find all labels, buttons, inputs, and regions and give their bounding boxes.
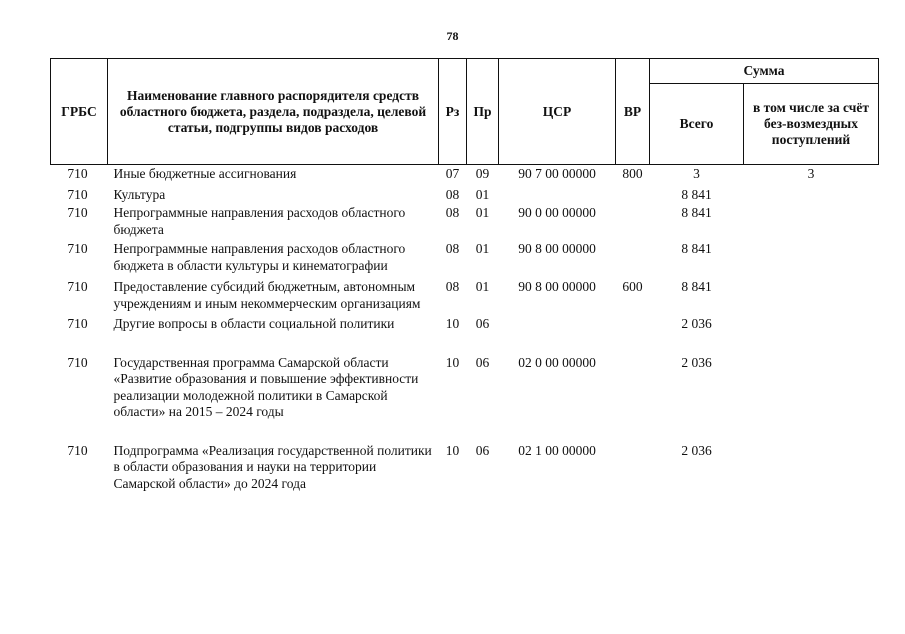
- table-row: [51, 443, 879, 493]
- cell-grbs: 710: [67, 316, 88, 331]
- cell-name: Иные бюджетные ассигнования: [113, 166, 297, 181]
- table-row: [51, 279, 879, 316]
- cell-grbs: 710: [67, 205, 88, 220]
- cell-csr: 02 1 00 00000: [518, 442, 596, 458]
- budget-table: [50, 58, 879, 492]
- table-row: [51, 205, 879, 241]
- cell-pr: 01: [475, 279, 490, 294]
- cell-csr: 90 8 00 00000: [518, 279, 596, 294]
- cell-name: Государственная программа Самарской области «Развитие образования и повышение эффективности реализации молодежной политики в Самарской области» на 2015 – 2024 годы: [113, 354, 419, 419]
- cell-pr: 06: [475, 442, 490, 458]
- cell-vr: 600: [622, 279, 643, 294]
- cell-grbs: 710: [67, 241, 88, 256]
- cell-name: Другие вопросы в области социальной политики: [113, 316, 395, 331]
- page-number: 78: [446, 29, 459, 43]
- cell-total: 2 036: [681, 354, 712, 370]
- header-pr: Пр: [467, 59, 499, 165]
- cell-rz: 07: [445, 166, 460, 181]
- header-free: в том числе за счёт без-возмездных поступлений: [744, 84, 879, 165]
- cell-pr: 01: [475, 241, 490, 256]
- cell-pr: 09: [475, 166, 490, 181]
- table-row: [51, 316, 879, 355]
- cell-rz: 08: [445, 205, 460, 220]
- cell-free: [744, 316, 879, 355]
- cell-vr: [616, 443, 650, 493]
- cell-free: [744, 355, 879, 443]
- cell-vr: [616, 241, 650, 279]
- cell-pr: 01: [475, 186, 490, 202]
- cell-name: Непрограммные направления расходов областного бюджета в области культуры и кинематографии: [113, 241, 406, 273]
- cell-csr: [499, 316, 616, 355]
- cell-grbs: 710: [67, 166, 88, 181]
- cell-pr: 06: [475, 354, 490, 370]
- header-sum: Сумма: [650, 59, 879, 84]
- cell-name: Культура: [113, 186, 166, 202]
- cell-name: Подпрограмма «Реализация государственной политики в области образования и науки на территории Самарской области» до 2024 года: [113, 442, 432, 491]
- cell-total: 8 841: [681, 279, 712, 294]
- cell-vr: 800: [622, 166, 643, 181]
- cell-free: [744, 187, 879, 206]
- cell-rz: 08: [445, 241, 460, 256]
- cell-csr: 90 8 00 00000: [518, 241, 596, 256]
- header-grbs: ГРБС: [51, 59, 108, 165]
- cell-csr: 90 7 00 00000: [518, 166, 596, 181]
- cell-csr: 90 0 00 00000: [518, 205, 596, 220]
- cell-rz: 10: [445, 442, 460, 458]
- cell-name: Непрограммные направления расходов областного бюджета: [113, 205, 406, 237]
- table-row: [51, 241, 879, 279]
- cell-free: [744, 241, 879, 279]
- table-header: [51, 59, 879, 165]
- cell-grbs: 710: [67, 186, 88, 202]
- cell-csr: [499, 187, 616, 206]
- cell-total: 8 841: [681, 186, 712, 202]
- cell-pr: 01: [475, 205, 490, 220]
- cell-vr: [616, 316, 650, 355]
- header-rz: Рз: [439, 59, 467, 165]
- cell-total: 8 841: [681, 241, 712, 256]
- table-body: [51, 165, 879, 493]
- cell-free: [744, 205, 879, 241]
- cell-total: 8 841: [681, 205, 712, 220]
- cell-total: 2 036: [681, 316, 712, 331]
- cell-csr: 02 0 00 00000: [518, 354, 596, 370]
- header-name: Наименование главного распорядителя средств областного бюджета, раздела, подраздела, целевой статьи, подгруппы видов расходов: [108, 59, 439, 165]
- cell-rz: 10: [445, 316, 460, 331]
- cell-free: 3: [807, 166, 815, 181]
- cell-total: 3: [693, 166, 700, 181]
- cell-free: [744, 279, 879, 316]
- cell-vr: [616, 187, 650, 206]
- cell-rz: 08: [445, 186, 460, 202]
- table-row: [51, 355, 879, 443]
- cell-grbs: 710: [67, 279, 88, 294]
- cell-grbs: 710: [67, 354, 88, 370]
- cell-name: Предоставление субсидий бюджетным, автономным учреждениям и иным некоммерческим организациям: [113, 279, 421, 311]
- cell-total: 2 036: [681, 442, 712, 458]
- cell-vr: [616, 205, 650, 241]
- cell-vr: [616, 355, 650, 443]
- cell-rz: 08: [445, 279, 460, 294]
- cell-rz: 10: [445, 354, 460, 370]
- table-row: [51, 165, 879, 187]
- table-row: [51, 187, 879, 206]
- header-vr: ВР: [616, 59, 650, 165]
- cell-grbs: 710: [67, 442, 88, 458]
- header-csr: ЦСР: [499, 59, 616, 165]
- header-total: Всего: [650, 84, 744, 165]
- cell-free: [744, 443, 879, 493]
- cell-pr: 06: [475, 316, 490, 331]
